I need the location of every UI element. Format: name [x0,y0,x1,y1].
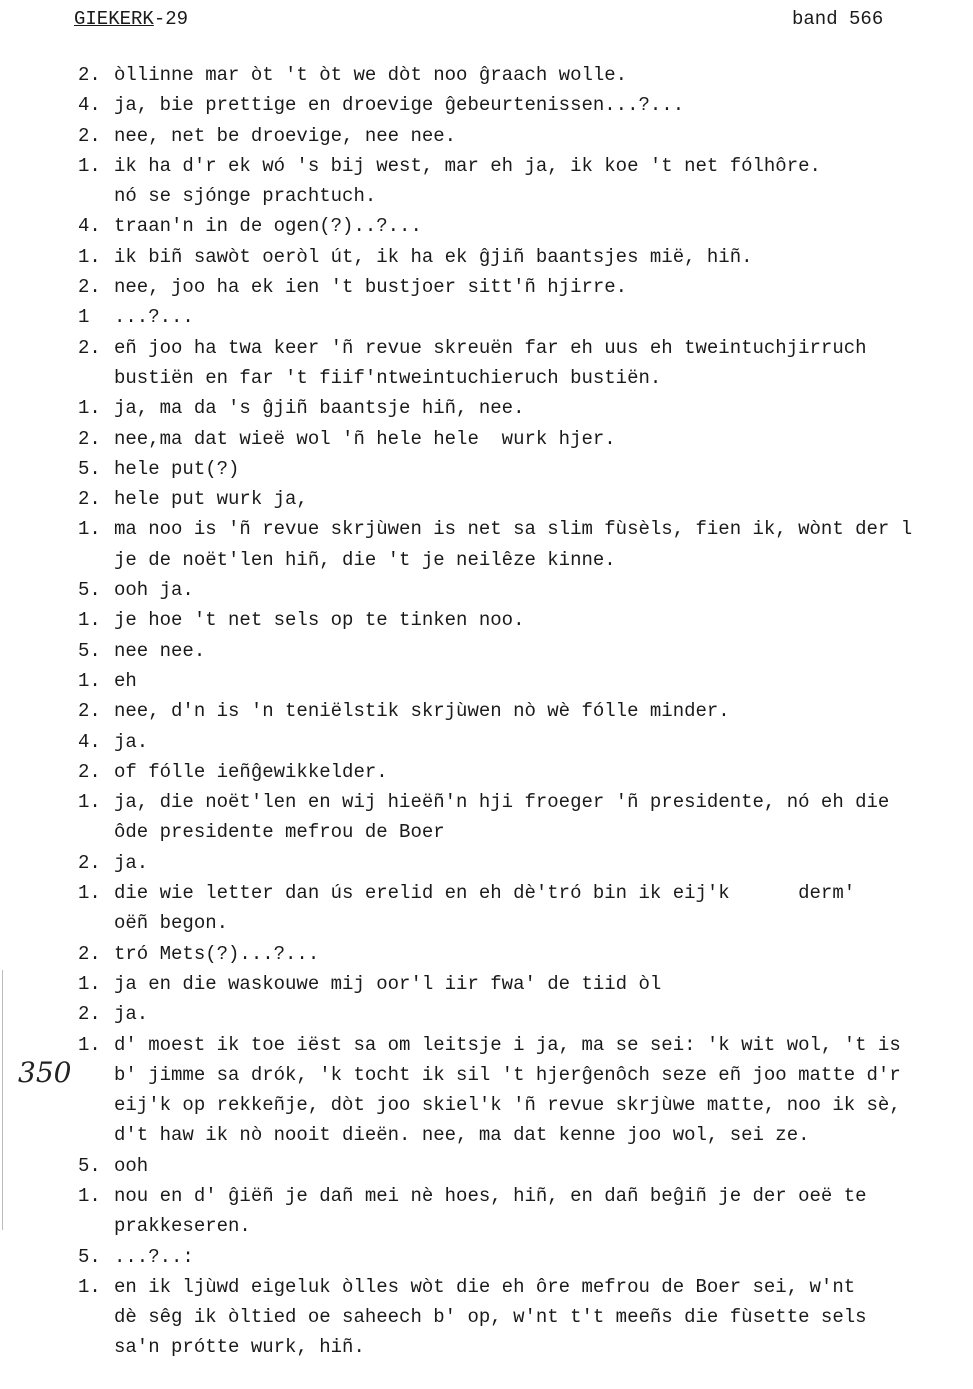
transcript-line [78,939,973,969]
line-text: nee, net be droevige, nee nee. [114,124,457,147]
speaker-number: 5. [78,1245,101,1268]
transcript-line [78,484,973,514]
line-text: ik ha d'r ek wó 's bij west, mar eh ja, ik koe 't net fólhôre. [114,154,821,177]
line-text: òllinne mar òt 't òt we dòt noo ĝraach wolle. [114,64,628,86]
transcript-line [78,878,973,908]
speaker-number: 1. [78,1184,101,1207]
transcript-line [78,1030,973,1060]
place-name: GIEKERK [74,8,154,30]
line-text: ooh [114,1154,149,1177]
transcript-line [78,1060,973,1090]
line-text: nó se sjónge prachtuch. [114,185,377,208]
speaker-number: 2. [78,64,101,86]
transcript-line [78,333,973,363]
page-number: -29 [153,8,189,30]
tape-number: band 566 [792,8,884,30]
line-text: oëñ begon. [114,912,229,935]
transcript-line [78,696,973,726]
speaker-number: 1. [78,882,101,905]
speaker-number: 2. [78,336,101,359]
line-text: ja. [114,1003,149,1026]
transcript-line [78,757,973,787]
line-text: die wie letter dan ús erelid en eh dè'tró bin ik eij'k derm' [114,882,856,905]
transcript-line [78,1332,973,1362]
line-text: d't haw ik nò nooit dieën. nee, ma dat kenne joo wol, sei ze. [114,1124,810,1147]
speaker-number: 2. [78,760,101,783]
line-text: ja, die noët'len en wij hieëñ'n hji froeger 'ñ presidente, nó eh die [114,791,890,814]
speaker-number: 1. [78,518,101,541]
line-text: ja. [114,851,149,874]
line-text: ôde presidente mefrou de Boer [114,821,445,844]
transcript-line [78,151,973,181]
speaker-number: 2. [78,427,101,450]
transcript-line [78,1242,973,1272]
transcript-line [78,727,973,757]
speaker-number: 1. [78,609,101,632]
line-text: eij'k op rekkeñje, dòt joo skiel'k 'ñ revue skrjùwe matte, noo ik sè, [114,1094,901,1117]
transcript-line [78,211,973,241]
line-text: nee, joo ha ek ien 't bustjoer sitt'ñ hjirre. [114,276,628,299]
transcript-line [78,242,973,272]
transcript-line [78,999,973,1029]
transcript-line [78,1302,973,1332]
line-text: tró Mets(?)...?... [114,942,320,965]
line-text: ja en die waskouwe mij oor'l iir fwa' de tiid òl [114,972,662,995]
line-text: je hoe 't net sels op te tinken noo. [114,609,525,632]
speaker-number: 4. [78,94,101,117]
speaker-number: 1. [78,972,101,995]
line-text: ja, bie prettige en droevige ĝebeurtenissen...?... [114,94,685,117]
transcript-line [78,605,973,635]
speaker-number: 1. [78,154,101,177]
line-text: ja, ma da 's ĝjiñ baantsje hiñ, nee. [114,397,525,420]
transcript-line [78,575,973,605]
line-text: b' jimme sa drók, 'k tocht ik sil 't hjerĝenôch seze eñ joo matte d'r [114,1063,901,1086]
transcript-line [78,514,973,544]
line-text: nee,ma dat wieë wol 'ñ hele hele wurk hjer. [114,427,616,450]
transcript-line [78,1272,973,1302]
transcript-line [78,848,973,878]
line-text: eñ joo ha twa keer 'ñ revue skreuën far eh uus eh tweintuchjirruch [114,336,867,359]
speaker-number: 1. [78,397,101,420]
line-text: sa'n prótte wurk, hiñ. [114,1336,365,1359]
speaker-number: 2. [78,851,101,874]
line-text: nee, d'n is 'n teniëlstik skrjùwen nò wè fólle minder. [114,700,730,723]
line-text: ma noo is 'ñ revue skrjùwen is net sa slim fùsèls, fien ik, wònt der l [114,518,913,541]
speaker-number: 5. [78,1154,101,1177]
transcript-line [78,545,973,575]
line-text: eh [114,669,137,692]
line-text: ja. [114,730,149,753]
transcript-line [78,666,973,696]
line-text: nee nee. [114,639,206,662]
transcript-line [78,1090,973,1120]
line-text: nou en d' ĝiëñ je dañ mei nè hoes, hiñ, en dañ beĝiñ je der oeë te [114,1184,867,1207]
speaker-number: 4. [78,730,101,753]
speaker-number: 5. [78,639,101,662]
line-text: of fólle ieñĝewikkelder. [114,760,388,783]
line-text: d' moest ik toe iëst sa om leitsje i ja, ma se sei: 'k wit wol, 't is [114,1033,901,1056]
speaker-number: 2. [78,1003,101,1026]
transcript-line [78,969,973,999]
transcript-line [78,787,973,817]
transcript-line [78,90,973,120]
line-text: ...?..: [114,1245,194,1268]
line-text: dè sêg ik òltied oe saheech b' op, w'nt t't meeñs die fùsette sels [114,1306,867,1329]
speaker-number: 5. [78,457,101,480]
transcript-line [78,424,973,454]
handwritten-margin-note: 350 [18,1056,72,1089]
speaker-number: 4. [78,215,101,238]
speaker-number: 2. [78,124,101,147]
transcript-line [78,1120,973,1150]
line-text: ooh ja. [114,579,194,602]
transcript-line [78,908,973,938]
transcript-line [78,60,973,90]
line-text: hele put wurk ja, [114,488,308,511]
speaker-number: 1. [78,669,101,692]
document-header-left [74,8,188,30]
speaker-number: 1. [78,245,101,268]
speaker-number: 2. [78,700,101,723]
speaker-number: 2. [78,488,101,511]
transcript-line [78,121,973,151]
line-text: bustiën en far 't fiif'ntweintuchieruch bustiën. [114,366,662,389]
transcript-line [78,1181,973,1211]
transcript-line [78,393,973,423]
line-text: traan'n in de ogen(?)..?... [114,215,422,238]
transcript-line [78,454,973,484]
margin-rule [2,970,3,1230]
line-text: je de noët'len hiñ, die 't je neilêze kinne. [114,548,616,571]
transcript-line [78,636,973,666]
transcript-line [78,302,973,332]
line-text: hele put(?) [114,457,240,480]
line-text: ...?... [114,306,194,329]
speaker-number: 1. [78,1275,101,1298]
speaker-number: 1 [78,306,90,329]
line-text: en ik ljùwd eigeluk òlles wòt die eh ôre mefrou de Boer sei, w'nt [114,1275,856,1298]
line-text: ik biñ sawòt oeròl út, ik ha ek ĝjiñ baantsjes mië, hiñ. [114,245,753,268]
speaker-number: 2. [78,942,101,965]
speaker-number: 1. [78,791,101,814]
line-text: prakkeseren. [114,1215,251,1238]
speaker-number: 1. [78,1033,101,1056]
transcript-line [78,181,973,211]
speaker-number: 2. [78,276,101,299]
transcript-line [78,817,973,847]
transcript-line [78,1151,973,1181]
speaker-number: 5. [78,579,101,602]
transcript-line [78,363,973,393]
transcript-line [78,1211,973,1241]
transcript-body [78,60,973,1363]
transcript-line [78,272,973,302]
